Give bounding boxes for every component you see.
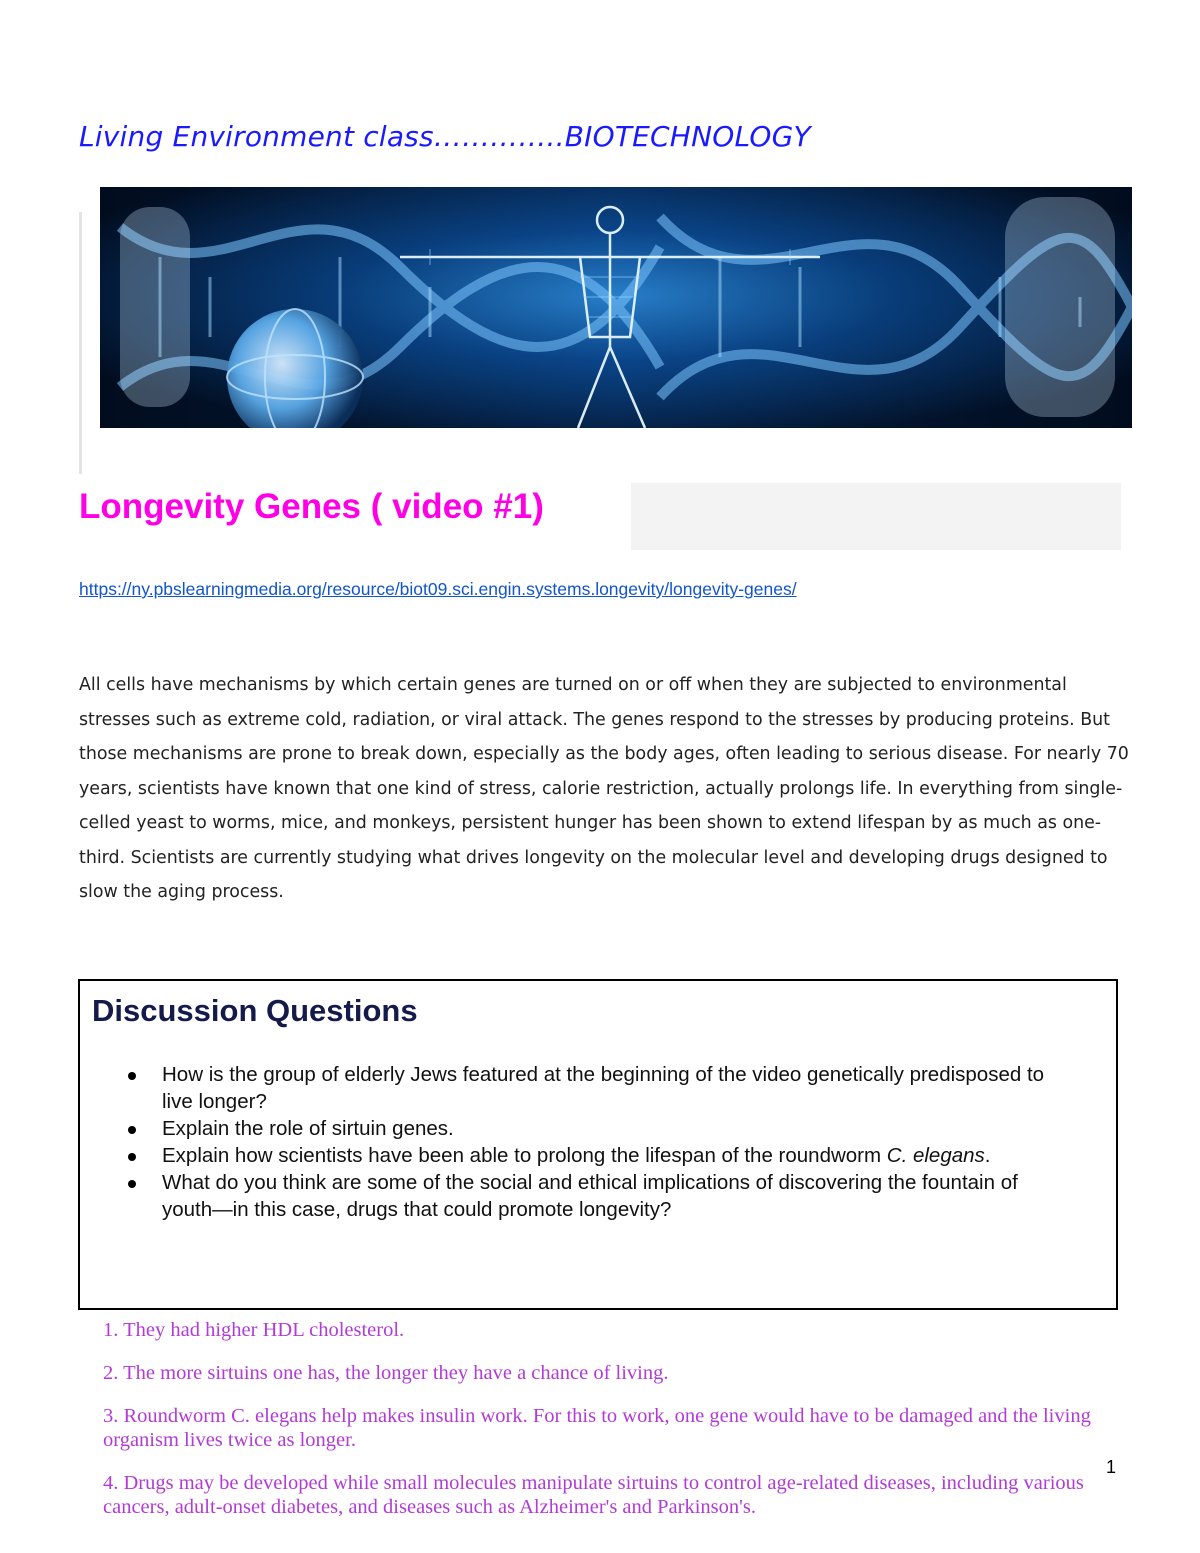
class-header: Living Environment class…………..BIOTECHNOLOGY: [79, 120, 811, 153]
species-name: C. elegans: [886, 1144, 985, 1167]
discussion-question-list: [80, 1061, 1116, 1223]
question-text: Explain how scientists have been able to prolong the lifespan of the roundworm: [162, 1144, 887, 1167]
answer-2: 2. The more sirtuins one has, the longer they have a chance of living.: [103, 1362, 669, 1384]
video-link[interactable]: https://ny.pbslearningmedia.org/resource/biot09.sci.engin.systems.longevity/longevity-genes/: [79, 579, 797, 599]
discussion-question: [80, 1169, 1116, 1223]
answer-4: 4. Drugs may be developed while small molecules manipulate sirtuins to control age-related diseases, including various cancers, adult-onset diabetes, and diseases such as Alzheimer's and Parkinson's.: [103, 1472, 1084, 1518]
left-rule-divider: [79, 212, 82, 474]
discussion-heading: Discussion Questions: [92, 993, 418, 1028]
discussion-question: [80, 1142, 1116, 1169]
question-text-end: .: [984, 1144, 991, 1167]
answers-section: [103, 1318, 1113, 1519]
bullet-icon: [128, 1072, 136, 1080]
page-number: 1: [1106, 1457, 1117, 1477]
bullet-icon: [128, 1126, 136, 1134]
question-text: Explain the role of sirtuin genes.: [162, 1117, 454, 1140]
dna-helix-human-figure-banner-image: [100, 187, 1132, 428]
question-text: How is the group of elderly Jews featured at the beginning of the video genetically predisposed to live longer?: [162, 1063, 1045, 1113]
page-title: Longevity Genes ( video #1): [79, 487, 544, 526]
answer-1: 1. They had higher HDL cholesterol.: [103, 1319, 405, 1341]
discussion-question: [80, 1061, 1116, 1115]
banner-image: [100, 187, 1132, 428]
bullet-icon: [128, 1180, 136, 1188]
question-text: What do you think are some of the social and ethical implications of discovering the fountain of youth—in this case, drugs that could promote longevity?: [162, 1171, 1018, 1221]
intro-paragraph: All cells have mechanisms by which certain genes are turned on or off when they are subjected to environmental stresses such as extreme cold, radiation, or viral attack. The genes respond to the stresses by producing proteins. But those mechanisms are prone to break down, especially as the body ages, often leading to serious disease. For nearly 70 years, scientists have known that one kind of stress, calorie restriction, actually prolongs life. In everything from single-celled yeast to worms, mice, and monkeys, persistent hunger has been shown to extend lifespan by as much as one-third. Scientists are currently studying what drives longevity on the molecular level and developing drugs designed to slow the aging process.: [79, 675, 1129, 902]
answer-3: 3. Roundworm C. elegans help makes insulin work. For this to work, one gene would have to be damaged and the living organism lives twice as longer.: [103, 1405, 1091, 1451]
discussion-questions-box: [78, 979, 1118, 1310]
discussion-question: [80, 1115, 1116, 1142]
bullet-icon: [128, 1153, 136, 1161]
